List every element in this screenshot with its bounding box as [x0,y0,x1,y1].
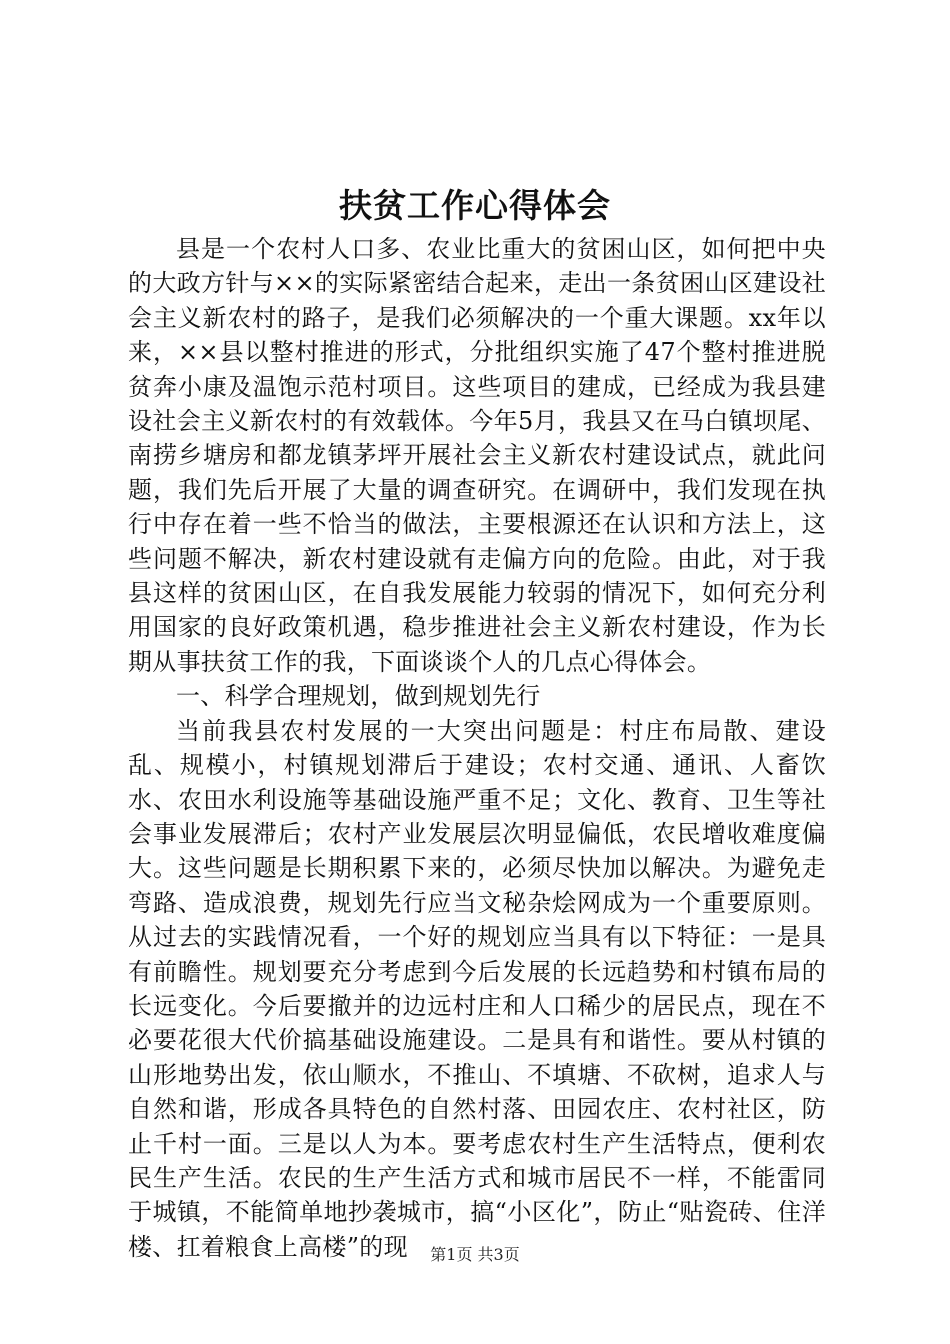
section-paragraph: 当前我县农村发展的一大突出问题是：村庄布局散、建设乱、规模小，村镇规划滞后于建设；农村交通、通讯、人畜饮水、农田水利设施等基础设施严重不足；文化、教育、卫生等社会事业发展滞后；农村产业发展层次明显偏低，农民增收难度偏大。这些问题是长期积累下来的，必须尽快加以解决。为避免走弯路、造成浪费，规划先行应当文秘杂烩网成为一个重要原则。从过去的实践情况看，一个好的规划应当具有以下特征：一是具有前瞻性。规划要充分考虑到今后发展的长远趋势和村镇布局的长远变化。今后要撤并的边远村庄和人口稀少的居民点，现在不必要花很大代价搞基础设施建设。二是具有和谐性。要从村镇的山形地势出发，依山顺水，不推山、不填塘、不砍树，追求人与自然和谐，形成各具特色的自然村落、田园农庄、农村社区，防止千村一面。三是以人为本。要考虑农村生产生活特点，便利农民生产生活。农民的生产生活方式和城市居民不一样，不能雷同于城镇，不能简单地抄袭城市，搞“小区化”，防止“贴瓷砖、住洋楼、扛着粮食上高楼”的现 [128,716,826,1261]
document-body [128,232,826,1264]
intro-paragraph: 县是一个农村人口多、农业比重大的贫困山区，如何把中央的大政方针与××的实际紧密结合起来，走出一条贫困山区建设社会主义新农村的路子，是我们必须解决的一个重大课题。xx年以来，××县以整村推进的形式，分批组织实施了47个整村推进脱贫奔小康及温饱示范村项目。这些项目的建成，已经成为我县建设社会主义新农村的有效载体。今年5月，我县又在马白镇坝尾、南捞乡塘房和都龙镇茅坪开展社会主义新农村建设试点，就此问题，我们先后开展了大量的调查研究。在调研中，我们发现在执行中存在着一些不恰当的做法，主要根源还在认识和方法上，这些问题不解决，新农村建设就有走偏方向的危险。由此，对于我县这样的贫困山区，在自我发展能力较弱的情况下，如何充分利用国家的良好政策机遇，稳步推进社会主义新农村建设，作为长期从事扶贫工作的我，下面谈谈个人的几点心得体会。 [128,235,826,676]
section-heading: 一、科学合理规划，做到规划先行 [176,682,541,711]
page-number: 第1页 共3页 [430,1245,520,1264]
document-title: 扶贫工作心得体会 [339,186,611,225]
